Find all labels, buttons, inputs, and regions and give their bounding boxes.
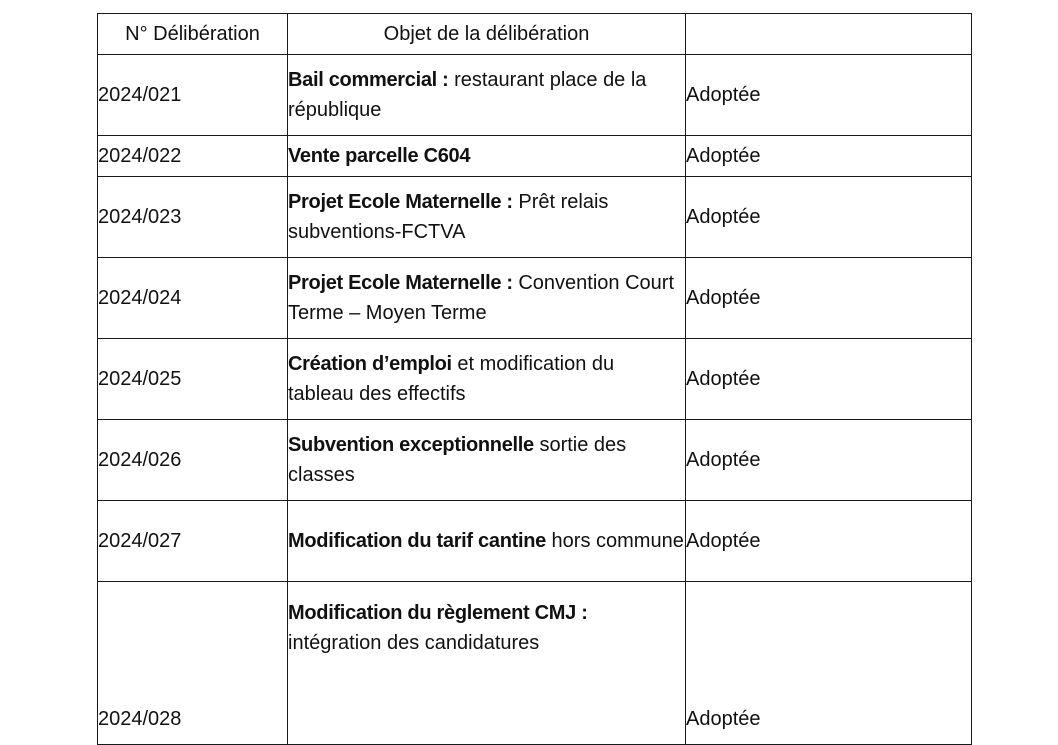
object-detail: Convention Court Terme – Moyen Terme xyxy=(288,272,674,324)
object-title: Création d’emploi xyxy=(288,353,452,375)
object-title: Bail commercial : xyxy=(288,69,449,91)
deliberation-object xyxy=(288,136,686,177)
deliberations-table xyxy=(97,13,972,745)
object-title: Modification du tarif cantine xyxy=(288,530,546,552)
deliberation-object xyxy=(288,339,686,420)
object-title: Subvention exceptionnelle xyxy=(288,434,534,456)
deliberation-number: 2024/027 xyxy=(98,501,288,582)
object-detail: et modification du tableau des effectifs xyxy=(288,353,615,405)
header-status xyxy=(686,14,972,55)
table-row xyxy=(98,582,972,745)
deliberation-object xyxy=(288,177,686,258)
cell-content xyxy=(288,582,685,668)
deliberation-status xyxy=(686,582,972,745)
deliberation-object xyxy=(288,258,686,339)
object-title: Projet Ecole Maternelle : xyxy=(288,272,513,294)
deliberation-status: Adoptée xyxy=(686,55,972,136)
object-detail: intégration des candidatures xyxy=(288,632,540,654)
deliberation-number: 2024/023 xyxy=(98,177,288,258)
table-row xyxy=(98,55,972,136)
object-detail: sortie des classes xyxy=(288,434,627,486)
deliberation-status: Adoptée xyxy=(686,339,972,420)
deliberation-number xyxy=(98,582,288,745)
cell-content: 2024/028 xyxy=(98,708,182,730)
deliberation-status: Adoptée xyxy=(686,258,972,339)
object-title: Modification du règlement CMJ : xyxy=(288,602,588,624)
deliberation-number: 2024/026 xyxy=(98,420,288,501)
deliberation-status: Adoptée xyxy=(686,501,972,582)
deliberation-status: Adoptée xyxy=(686,136,972,177)
deliberation-number: 2024/022 xyxy=(98,136,288,177)
deliberation-object xyxy=(288,501,686,582)
deliberation-number: 2024/024 xyxy=(98,258,288,339)
table-row xyxy=(98,177,972,258)
object-title: Projet Ecole Maternelle : xyxy=(288,191,513,213)
table-row xyxy=(98,501,972,582)
object-detail: hors commune xyxy=(545,530,684,552)
deliberation-object xyxy=(288,582,686,745)
header-object: Objet de la délibération xyxy=(288,14,686,55)
deliberation-object xyxy=(288,55,686,136)
header-number: N° Délibération xyxy=(98,14,288,55)
table-row xyxy=(98,420,972,501)
table-row xyxy=(98,339,972,420)
deliberation-number: 2024/025 xyxy=(98,339,288,420)
table-row xyxy=(98,136,972,177)
deliberation-status: Adoptée xyxy=(686,420,972,501)
table-row xyxy=(98,258,972,339)
deliberation-number: 2024/021 xyxy=(98,55,288,136)
header-row xyxy=(98,14,972,55)
deliberation-object xyxy=(288,420,686,501)
object-detail: Prêt relais subventions-FCTVA xyxy=(288,191,609,243)
object-detail: restaurant place de la république xyxy=(288,69,647,121)
object-title: Vente parcelle C604 xyxy=(288,145,471,167)
cell-content: Adoptée xyxy=(686,708,761,730)
deliberation-status: Adoptée xyxy=(686,177,972,258)
